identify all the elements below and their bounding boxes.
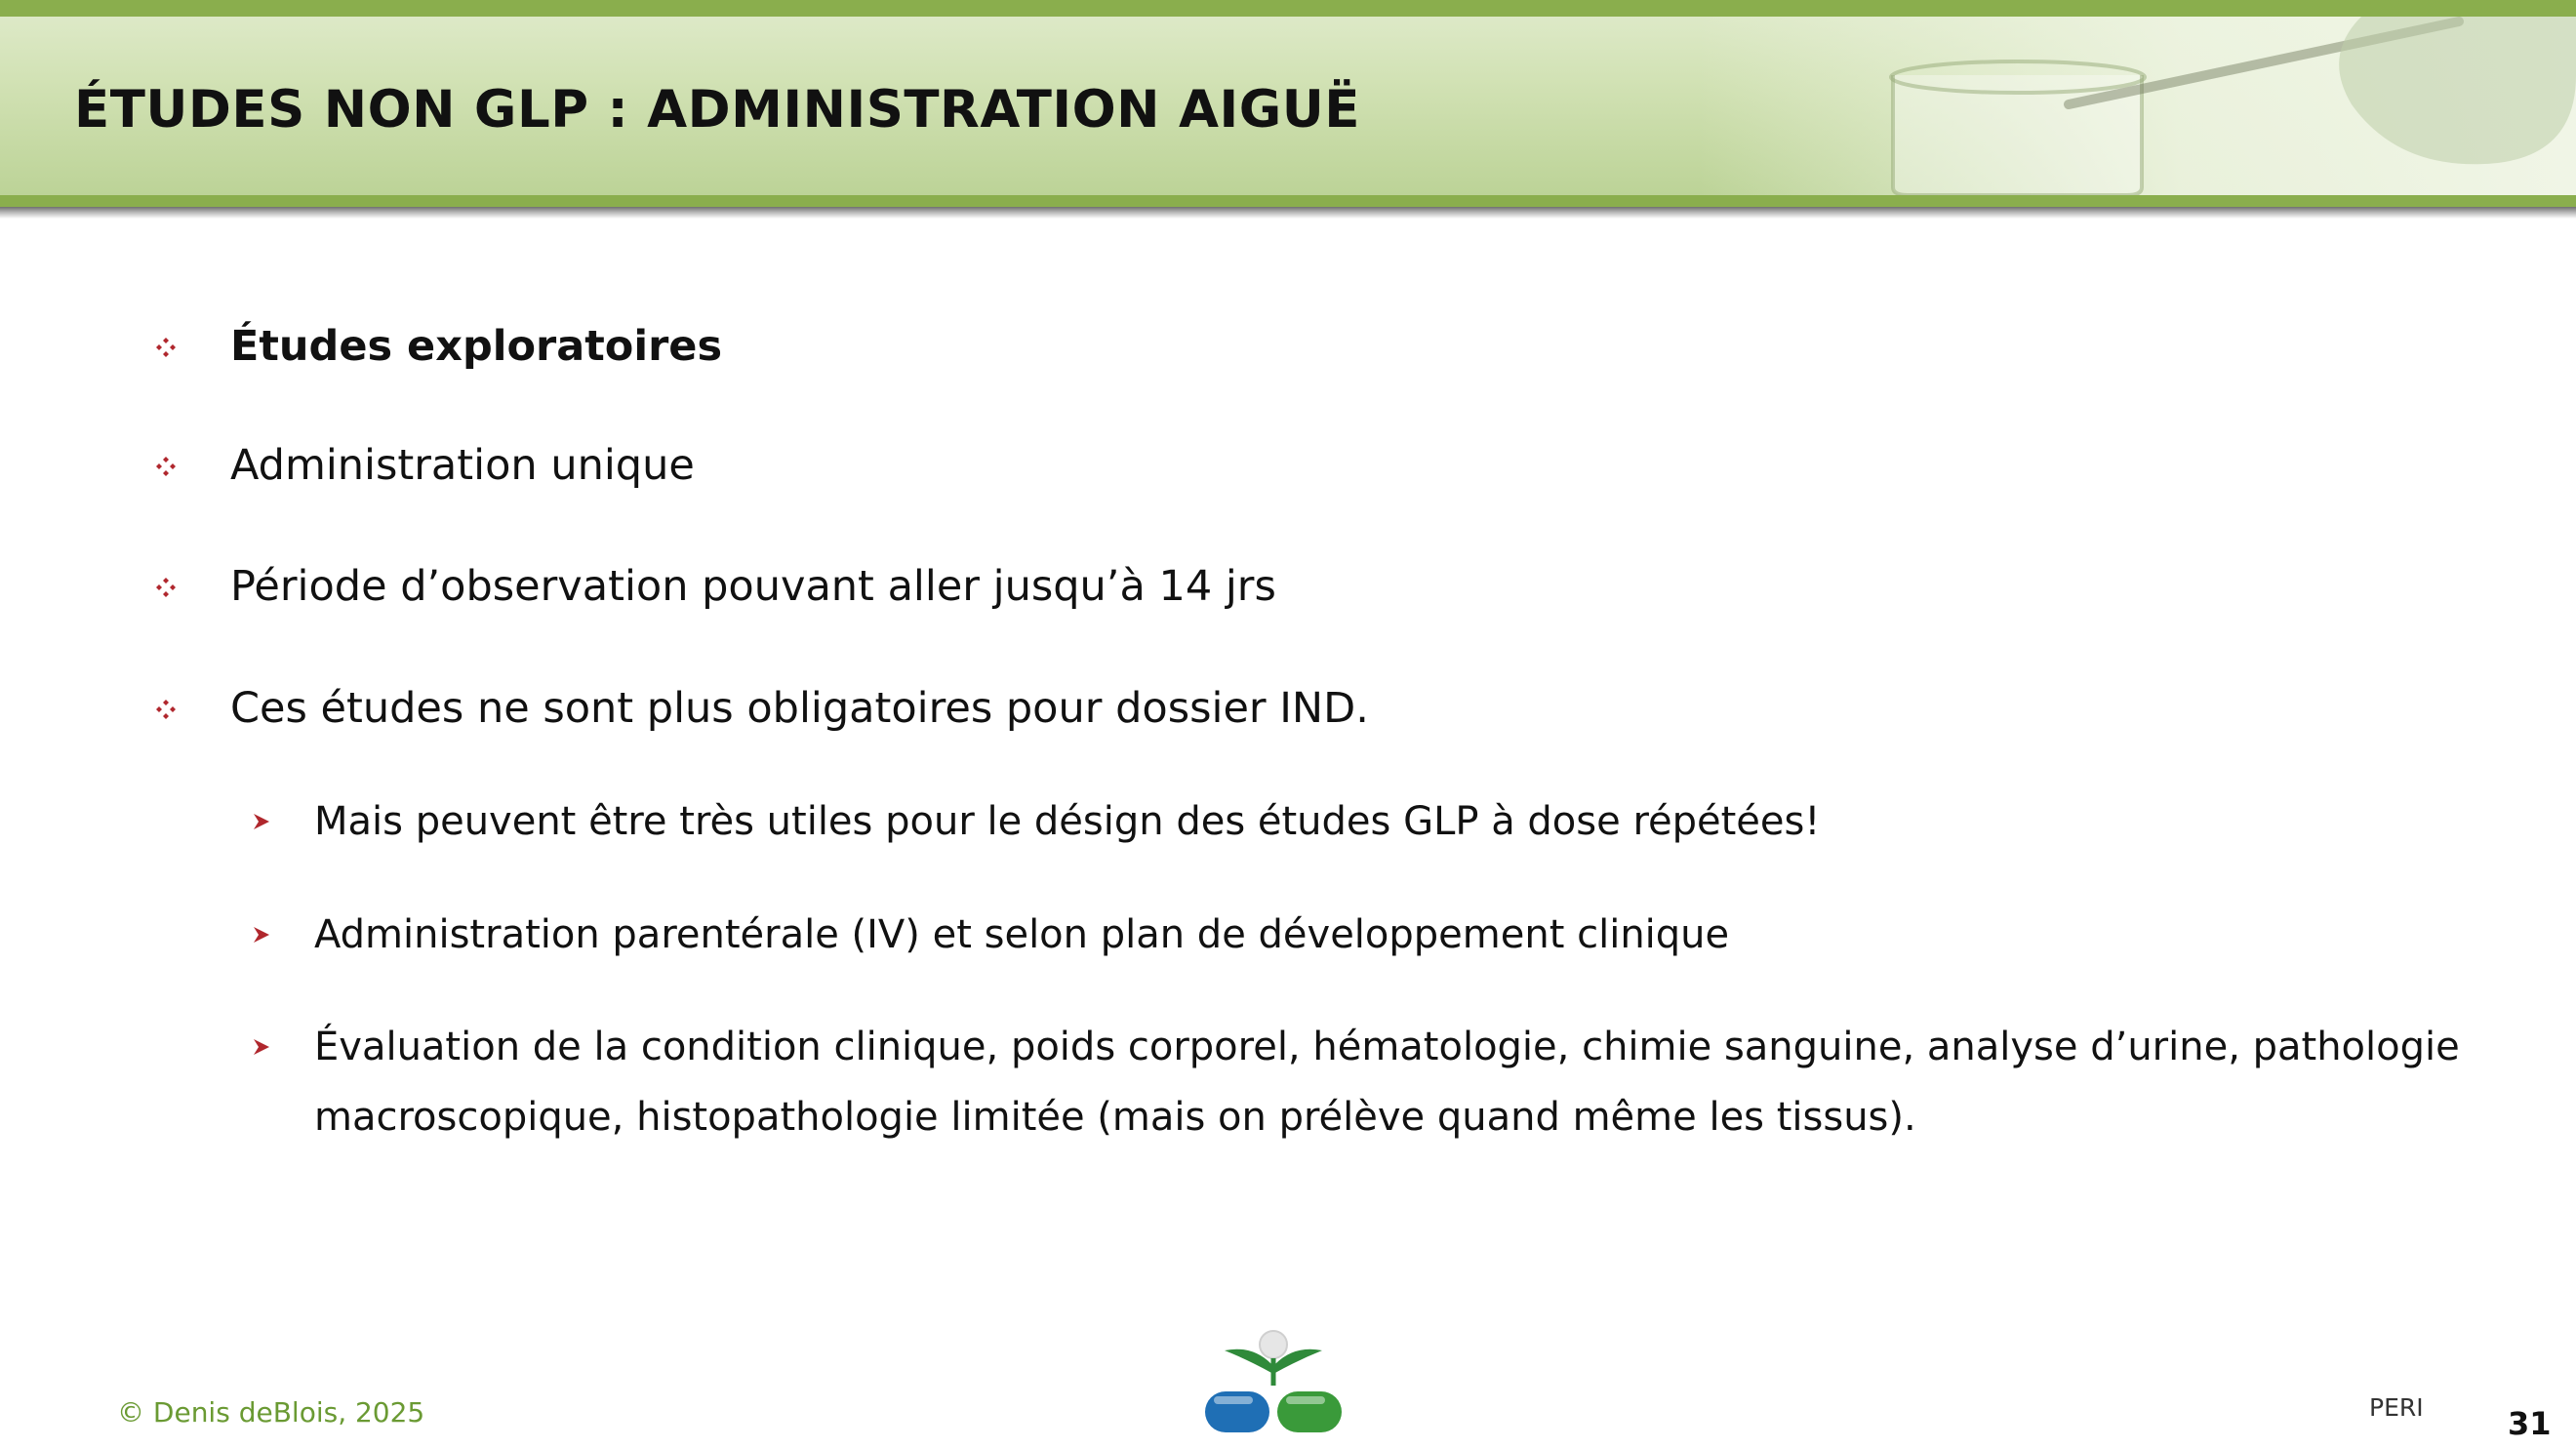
list-item <box>230 551 1276 622</box>
bullet-text: Ces études ne sont plus obligatoires pour dossier IND. <box>230 684 1369 733</box>
header-shadow <box>0 207 2576 219</box>
bullet-text: Période d’observation pouvant aller jusqu’à 14 jrs <box>230 562 1276 611</box>
list-item <box>314 900 2576 970</box>
four-diamond-bullet-icon <box>156 551 181 622</box>
arrowhead-bullet-icon <box>254 786 275 857</box>
header-bottom-bar <box>0 195 2576 207</box>
page-number: 31 <box>2508 1405 2552 1442</box>
footer-label: PERI <box>2369 1393 2424 1422</box>
peri-logo <box>1200 1327 1347 1436</box>
list-item <box>230 311 722 382</box>
sub-bullet-text: Mais peuvent être très utiles pour le désign des études GLP à dose répétées! <box>314 799 1821 844</box>
copyright-text: © Denis deBlois, 2025 <box>117 1396 425 1429</box>
list-item <box>314 786 2576 857</box>
bullet-text: Études exploratoires <box>230 322 723 371</box>
four-diamond-bullet-icon <box>156 673 181 744</box>
four-diamond-bullet-icon <box>156 430 181 501</box>
list-item <box>230 430 695 501</box>
list-item <box>230 673 1369 744</box>
arrowhead-bullet-icon <box>254 1012 275 1082</box>
lab-beaker-photo <box>1776 17 2576 195</box>
header-top-bar <box>0 0 2576 17</box>
list-item <box>314 1012 2576 1152</box>
arrowhead-bullet-icon <box>254 900 275 970</box>
four-diamond-bullet-icon <box>156 311 181 382</box>
sub-bullet-text: Administration parentérale (IV) et selon plan de développement clinique <box>314 912 1730 957</box>
sub-bullet-text: Évaluation de la condition clinique, poids corporel, hématologie, chimie sanguine, analyse d’urine, pathologie macroscopique, histopathologie limitée (mais on prélève quand même les tissus). <box>314 1025 2460 1140</box>
slide-title: ÉTUDES NON GLP : ADMINISTRATION AIGUË <box>74 80 1360 140</box>
bullet-text: Administration unique <box>230 441 695 490</box>
